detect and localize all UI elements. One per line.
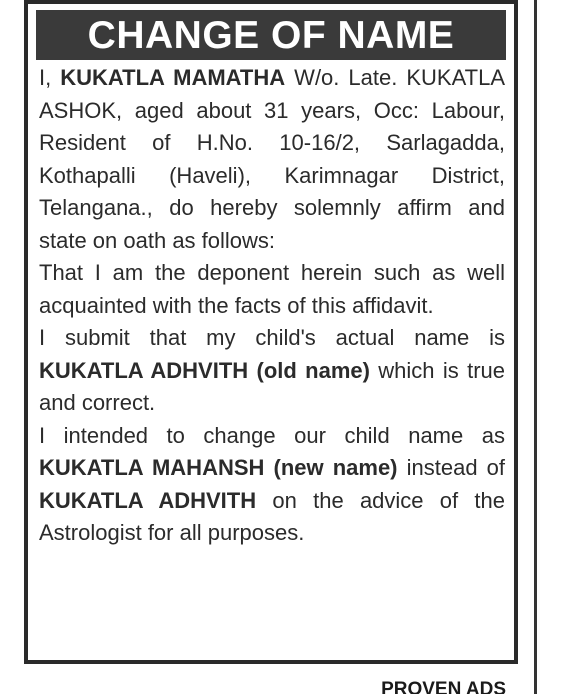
- change-paragraph: [39, 420, 505, 550]
- actual-name-paragraph: [39, 322, 505, 420]
- old-name: KUKATLA ADHVITH (old name): [39, 357, 370, 383]
- notice-body: [39, 62, 505, 550]
- change-tail: on the advice of the Astrologist for all purposes.: [39, 487, 506, 545]
- declaration-text: W/o. Late. KUKATLA ASHOK, aged about 31 years, Occ: Labour, Resident of H.No. 10-16/2, Sarlagadda, Kothapalli (Haveli), Karimnagar District, Telangana., do hereby solemnly affirm and state on oath as follows:: [39, 65, 505, 253]
- footer-label: PROVEN ADS: [381, 679, 506, 694]
- column-divider: [534, 0, 537, 694]
- notice-title: CHANGE OF NAME: [87, 13, 455, 57]
- change-intro: I intended to change our child name as: [39, 422, 505, 448]
- actual-name-tail: which is true and correct.: [39, 357, 505, 415]
- declaration-prefix: I,: [39, 65, 61, 90]
- change-instead: instead of: [397, 455, 505, 480]
- deponent-paragraph: That I am the deponent herein such as well acquainted with the facts of this affidavit.: [39, 260, 505, 318]
- declaration-paragraph: [39, 62, 505, 257]
- old-name-reference: KUKATLA ADHVITH: [39, 487, 257, 513]
- actual-name-intro: I submit that my child's actual name is: [39, 325, 505, 350]
- notice-title-bar: [36, 10, 506, 60]
- new-name: KUKATLA MAHANSH (new name): [39, 455, 398, 480]
- deponent-name: KUKATLA MAMATHA: [60, 65, 286, 90]
